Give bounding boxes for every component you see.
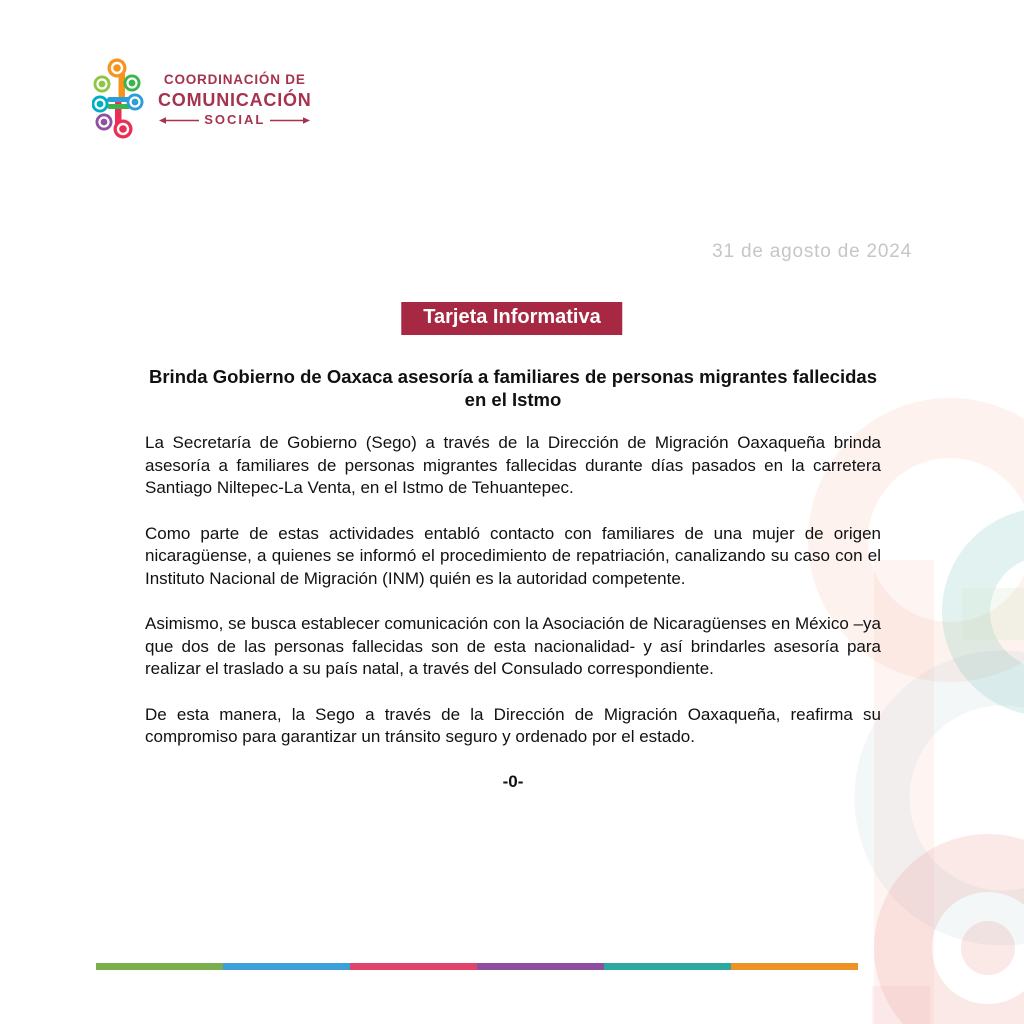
logo-line-social-row bbox=[159, 112, 310, 128]
stripe-segment-teal bbox=[604, 963, 731, 970]
logo-line-coordinacion: COORDINACIÓN DE bbox=[163, 71, 306, 87]
logo-line-comunicacion: COMUNICACIÓN bbox=[158, 89, 312, 110]
body-paragraph-2: Como parte de estas actividades entabló contacto con familiares de una mujer de origen nicaragüense, a quienes se informó el procedimiento de repatriación, canalizando su caso con el Instituto Nacional de Migración (INM) quién es la autoridad competente. bbox=[145, 523, 881, 588]
stripe-segment-green bbox=[96, 963, 223, 970]
stripe-segment-orange bbox=[731, 963, 858, 970]
stripe-segment-purple bbox=[477, 963, 604, 970]
knot-icon-graphic bbox=[92, 56, 148, 144]
body-paragraph-1: La Secretaría de Gobierno (Sego) a través de la Dirección de Migración Oaxaqueña brinda asesoría a familiares de personas migrantes fallecidas durante días pasados en la carretera Santiago Niltepec-La Venta, en el Istmo de Tehuantepec. bbox=[145, 433, 881, 497]
right-arrow-icon bbox=[270, 116, 310, 125]
document-date: 31 de agosto de 2024 bbox=[712, 241, 912, 262]
tarjeta-informativa-banner: Tarjeta Informativa bbox=[401, 302, 622, 335]
left-arrow-icon bbox=[159, 116, 199, 125]
article-content bbox=[145, 366, 881, 792]
body-paragraph-4: De esta manera, la Sego a través de la Dirección de Migración Oaxaqueña, reafirma su compromiso para garantizar un tránsito seguro y ordenado por el estado. bbox=[145, 704, 881, 746]
logo-wordmark bbox=[158, 72, 312, 129]
footer-stripe bbox=[96, 963, 858, 970]
logo-line-social: SOCIAL bbox=[204, 112, 266, 128]
coordination-logo bbox=[92, 56, 312, 144]
stripe-segment-pink bbox=[350, 963, 477, 970]
headline: Brinda Gobierno de Oaxaca asesoría a familiares de personas migrantes fallecidas en el Istmo bbox=[149, 366, 877, 410]
end-mark: -0- bbox=[502, 771, 524, 791]
body-paragraph-3: Asimismo, se busca establecer comunicación con la Asociación de Nicaragüenses en México –ya que dos de las personas fallecidas son de esta nacionalidad- y así brindarles asesoría para realizar el traslado a su país natal, a través del Consulado correspondiente. bbox=[145, 614, 881, 678]
stripe-segment-blue bbox=[223, 963, 350, 970]
logo-knot-icon bbox=[92, 56, 148, 144]
